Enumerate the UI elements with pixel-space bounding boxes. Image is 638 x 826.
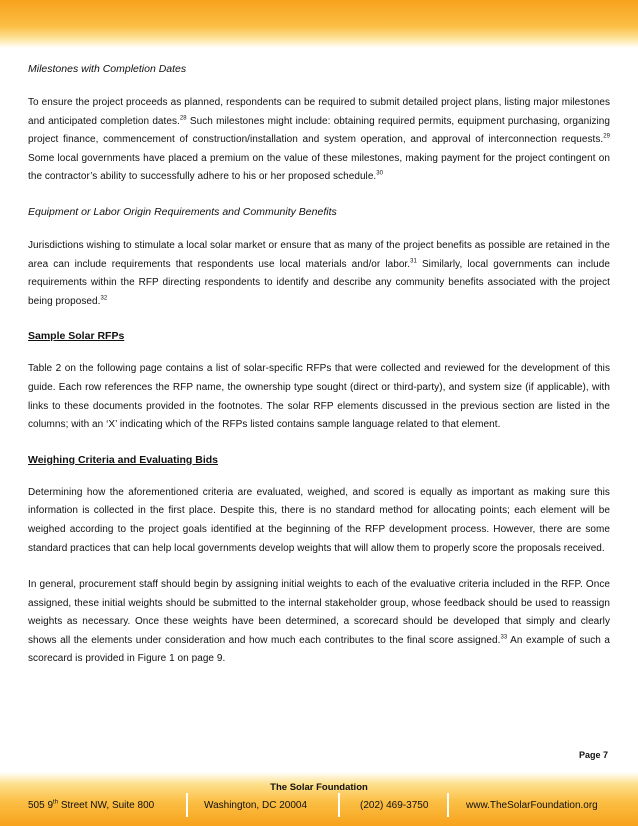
footnote-reference: 33 [500, 634, 508, 641]
footer-separator [447, 793, 449, 817]
header-band [0, 0, 638, 48]
footer-city: Washington, DC 20004 [204, 800, 308, 811]
section-heading: Sample Solar RFPs [28, 330, 125, 343]
body-paragraph [28, 237, 610, 311]
text-run: Some local governments have placed a premium on the value of these milestones, making payment for the project contingent on the contractor’s ability to successfully adhere to his or her proposed schedule. [28, 152, 610, 183]
footer-organization: The Solar Foundation [270, 782, 368, 793]
footnote-reference: 29 [603, 133, 610, 140]
section-heading: Equipment or Labor Origin Requirements and Community Benefits [28, 205, 337, 218]
footer-band [0, 772, 638, 826]
body-paragraph [28, 94, 610, 187]
text-run: An example of such a scorecard is provided in Figure 1 on page 9. [28, 634, 610, 665]
body-paragraph [28, 576, 610, 669]
document-body [28, 62, 610, 687]
footer-address: 505 9th Street NW, Suite 800 [28, 799, 155, 811]
footer-separator [186, 793, 188, 817]
section-heading: Milestones with Completion Dates [28, 63, 187, 75]
text-run: In general, procurement staff should begin by assigning initial weights to each of the evaluative criteria included in the RFP. Once assigned, these initial weights should be submitted to the internal stakeholder group, whose feedback should be used to reassign weights as necessary. Once these weights have been determined, a scorecard should be developed that simply and clearly shows all the elements under consideration and how much each contributes to the final score assigned. [28, 579, 610, 646]
footer-separator [338, 793, 340, 817]
section-heading: Weighing Criteria and Evaluating Bids [28, 453, 218, 466]
footnote-reference: 31 [410, 258, 417, 265]
body-paragraph [28, 360, 610, 434]
text-run: Table 2 on the following page contains a list of solar-specific RFPs that were collected and reviewed for the development of this guide. Each row references the RFP name, the ownership type sought (direct or third-party), and system size (if applicable), with links to these documents provided in the footnotes. The solar RFP elements discussed in the previous section are listed in the columns; with an ‘X’ indicating which of the RFPs listed contains sample language related to that element. [28, 363, 610, 431]
page-number: Page 7 [578, 750, 608, 760]
footer-website[interactable]: www.TheSolarFoundation.org [466, 800, 598, 811]
footnote-reference: 32 [100, 295, 108, 302]
text-run: Such milestones might include: obtaining required permits, equipment purchasing, organizing project finance, commencement of construction/installation and system operation, and approval of interconnection requests. [28, 115, 611, 146]
footnote-reference: 28 [179, 115, 187, 122]
text-run: Determining how the aforementioned criteria are evaluated, weighed, and scored is equally as important as making sure this information is collected in the first place. Despite this, there is no standard method for allocating points; each element will be weighed according to the project goals identified at the beginning of the RFP development process. However, there are some standard practices that can help local governments develop weights that will allow them to properly score the proposals received. [28, 486, 610, 554]
text-run: To ensure the project proceeds as planned, respondents can be required to submit detailed project plans, listing major milestones and anticipated completion dates. [28, 97, 610, 127]
footnote-reference: 30 [376, 171, 384, 178]
body-paragraph [28, 484, 610, 558]
text-run: Similarly, local governments can include requirements within the RFP directing respondents to identify and describe any community benefits associated with the project being proposed. [28, 258, 610, 307]
text-run: Jurisdictions wishing to stimulate a local solar market or ensure that as many of the project benefits as possible are retained in the area can include requirements that respondents use local materials and/or labor. [28, 239, 610, 270]
footer-phone: (202) 469-3750 [360, 800, 429, 811]
